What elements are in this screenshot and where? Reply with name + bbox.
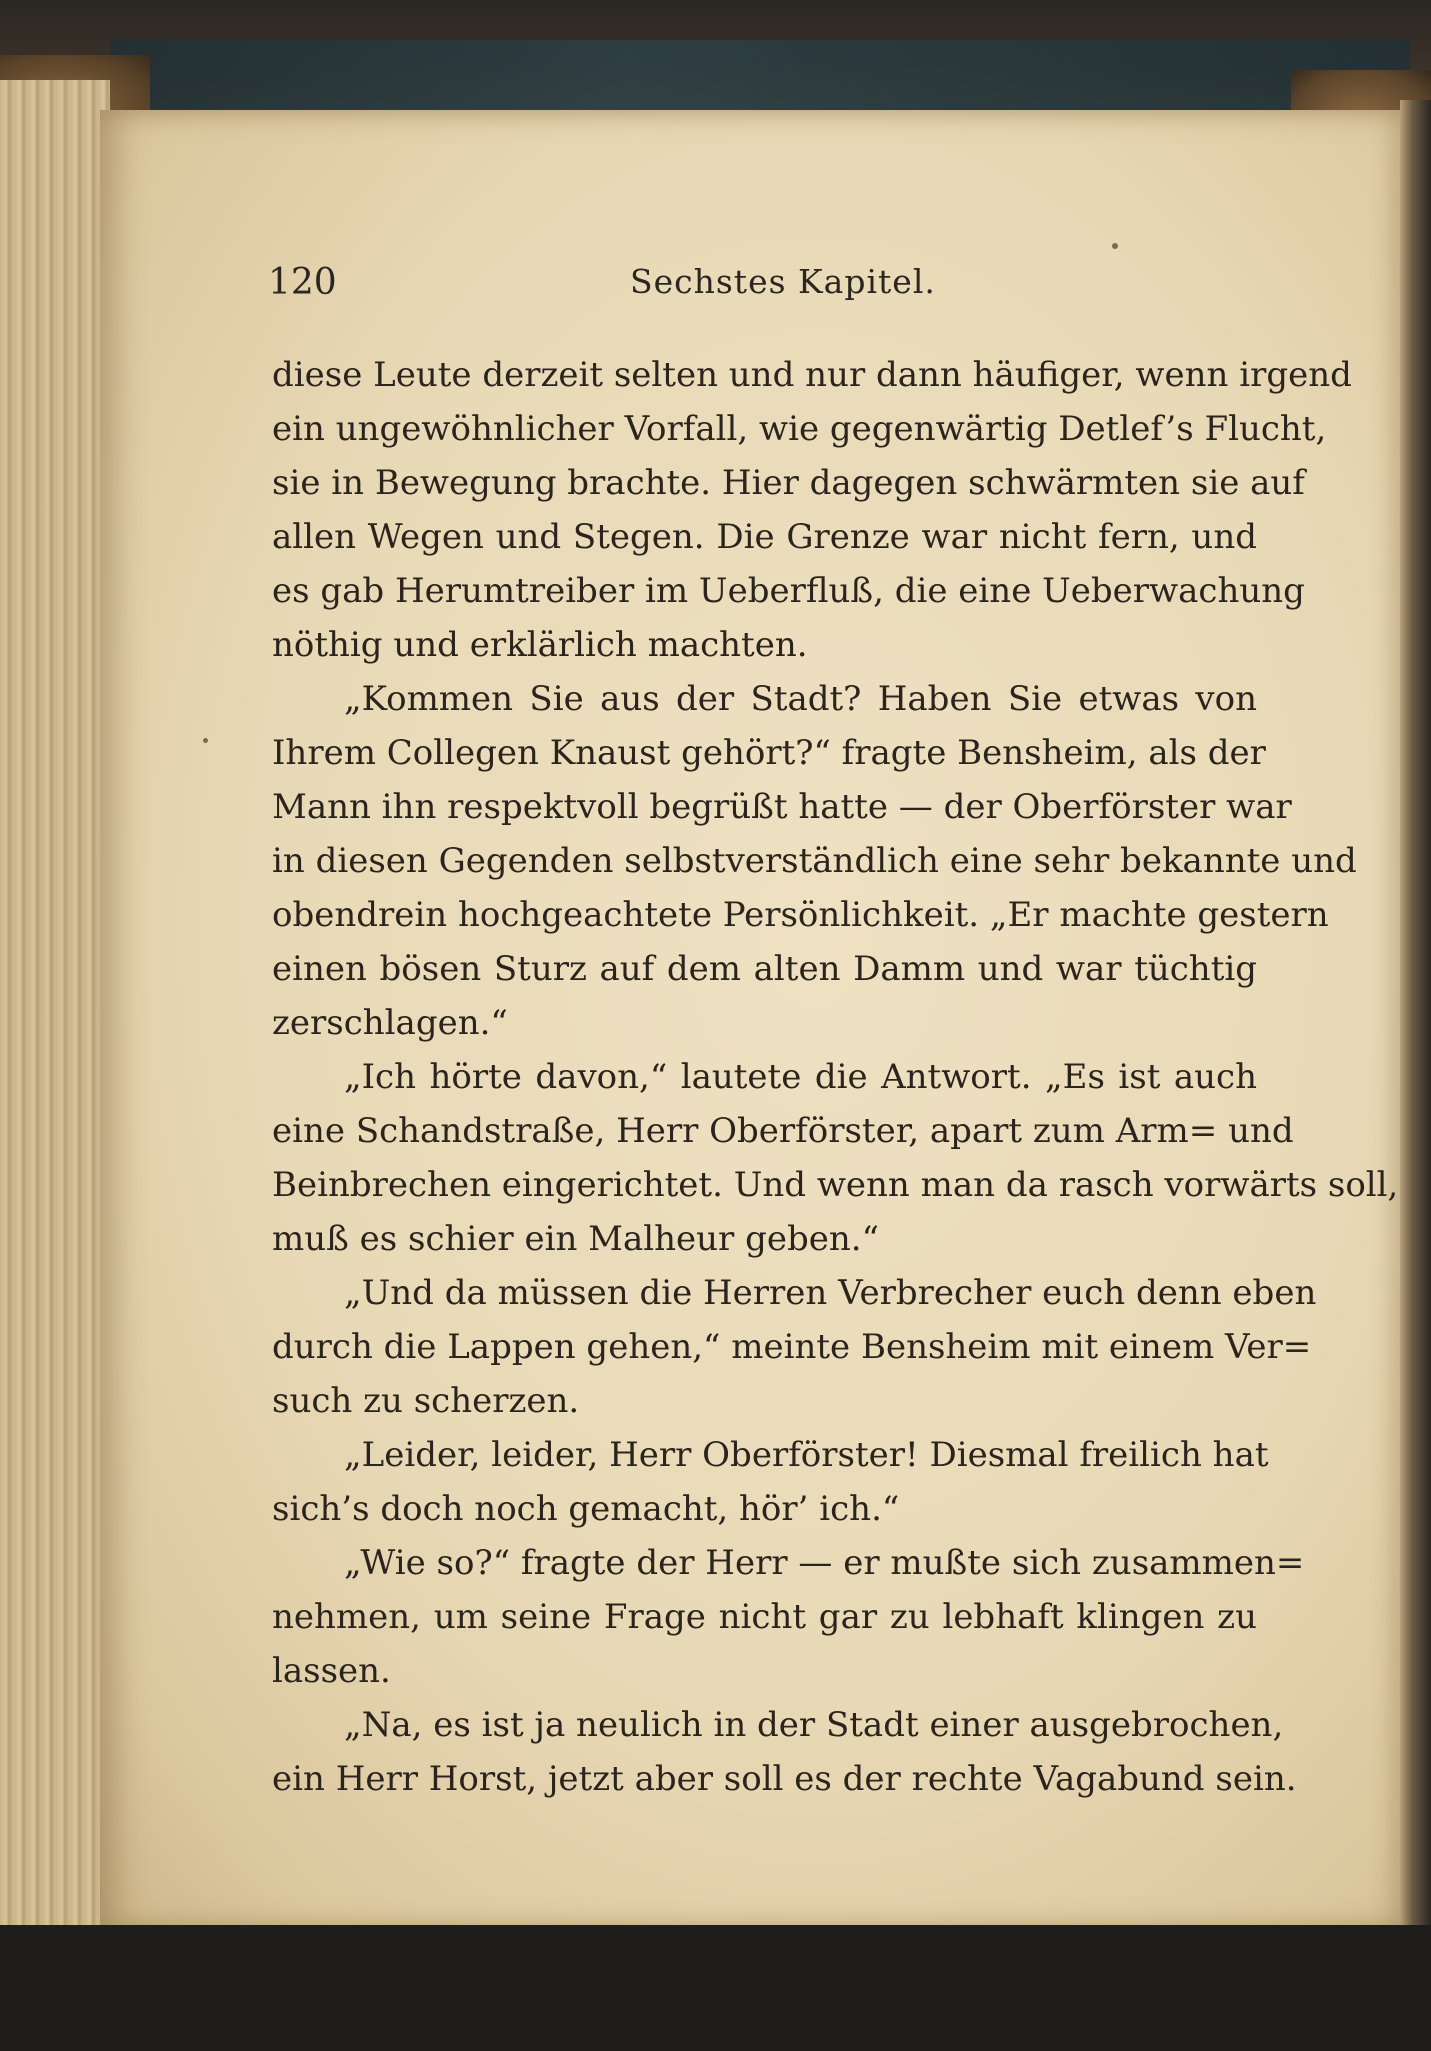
book-right-edge (1400, 100, 1431, 1940)
text-line: nehmen, um seine Frage nicht gar zu lebhaft klingen zu (272, 1597, 1257, 1637)
cover-cloth-strip (110, 40, 1410, 120)
text-line: sich’s doch noch gemacht, hör’ ich.“ (272, 1489, 900, 1529)
text-line: allen Wegen und Stegen. Die Grenze war nicht fern, und (272, 517, 1257, 557)
text-line: lassen. (272, 1651, 391, 1691)
page-number: 120 (268, 262, 337, 303)
text-line: „Wie so?“ fragte der Herr — er mußte sich zusammen= (344, 1543, 1305, 1583)
text-line: „Na, es ist ja neulich in der Stadt einer ausgebrochen, (344, 1705, 1284, 1745)
text-line: Ihrem Collegen Knaust gehört?“ fragte Bensheim, als der (272, 733, 1266, 773)
text-line: in diesen Gegenden selbstverständlich eine sehr bekannte und (272, 841, 1357, 881)
text-line: such zu scherzen. (272, 1381, 580, 1421)
text-line: durch die Lappen gehen,“ meinte Bensheim mit einem Ver= (272, 1327, 1312, 1367)
body-text (272, 348, 1399, 1806)
text-line: muß es schier ein Malheur geben.“ (272, 1219, 879, 1259)
chapter-title: Sechstes Kapitel. (630, 262, 936, 301)
paper-speck (203, 738, 208, 743)
page-edges-stack (0, 80, 110, 1930)
text-line: „Ich hörte davon,“ lautete die Antwort. „Es ist auch (344, 1057, 1257, 1097)
text-line: ein ungewöhnlicher Vorfall, wie gegenwärtig Detlef’s Flucht, (272, 409, 1327, 449)
text-line: einen bösen Sturz auf dem alten Damm und war tüchtig (272, 949, 1257, 989)
text-line: sie in Bewegung brachte. Hier dagegen schwärmten sie auf (272, 463, 1305, 503)
text-line: diese Leute derzeit selten und nur dann häufiger, wenn irgend (272, 355, 1352, 395)
text-line: zerschlagen.“ (272, 1003, 508, 1043)
text-line: eine Schandstraße, Herr Oberförster, apart zum Arm= und (272, 1111, 1294, 1151)
text-line: „Kommen Sie aus der Stadt? Haben Sie etwas von (344, 679, 1257, 719)
text-line: „Und da müssen die Herren Verbrecher euch denn eben (344, 1273, 1317, 1313)
text-line: ein Herr Horst, jetzt aber soll es der rechte Vagabund sein. (272, 1759, 1297, 1799)
text-line: obendrein hochgeachtete Persönlichkeit. „Er machte gestern (272, 895, 1329, 935)
text-line: es gab Herumtreiber im Ueberfluß, die eine Ueberwachung (272, 571, 1305, 611)
text-line: Beinbrechen eingerichtet. Und wenn man da rasch vorwärts soll, (272, 1165, 1399, 1205)
book-cover-bottom (0, 1925, 1431, 2051)
running-head (268, 262, 1248, 312)
text-line: Mann ihn respektvoll begrüßt hatte — der Oberförster war (272, 787, 1292, 827)
paper-speck (1112, 243, 1118, 249)
text-line: nöthig und erklärlich machten. (272, 625, 808, 665)
text-line: „Leider, leider, Herr Oberförster! Diesmal freilich hat (344, 1435, 1269, 1475)
